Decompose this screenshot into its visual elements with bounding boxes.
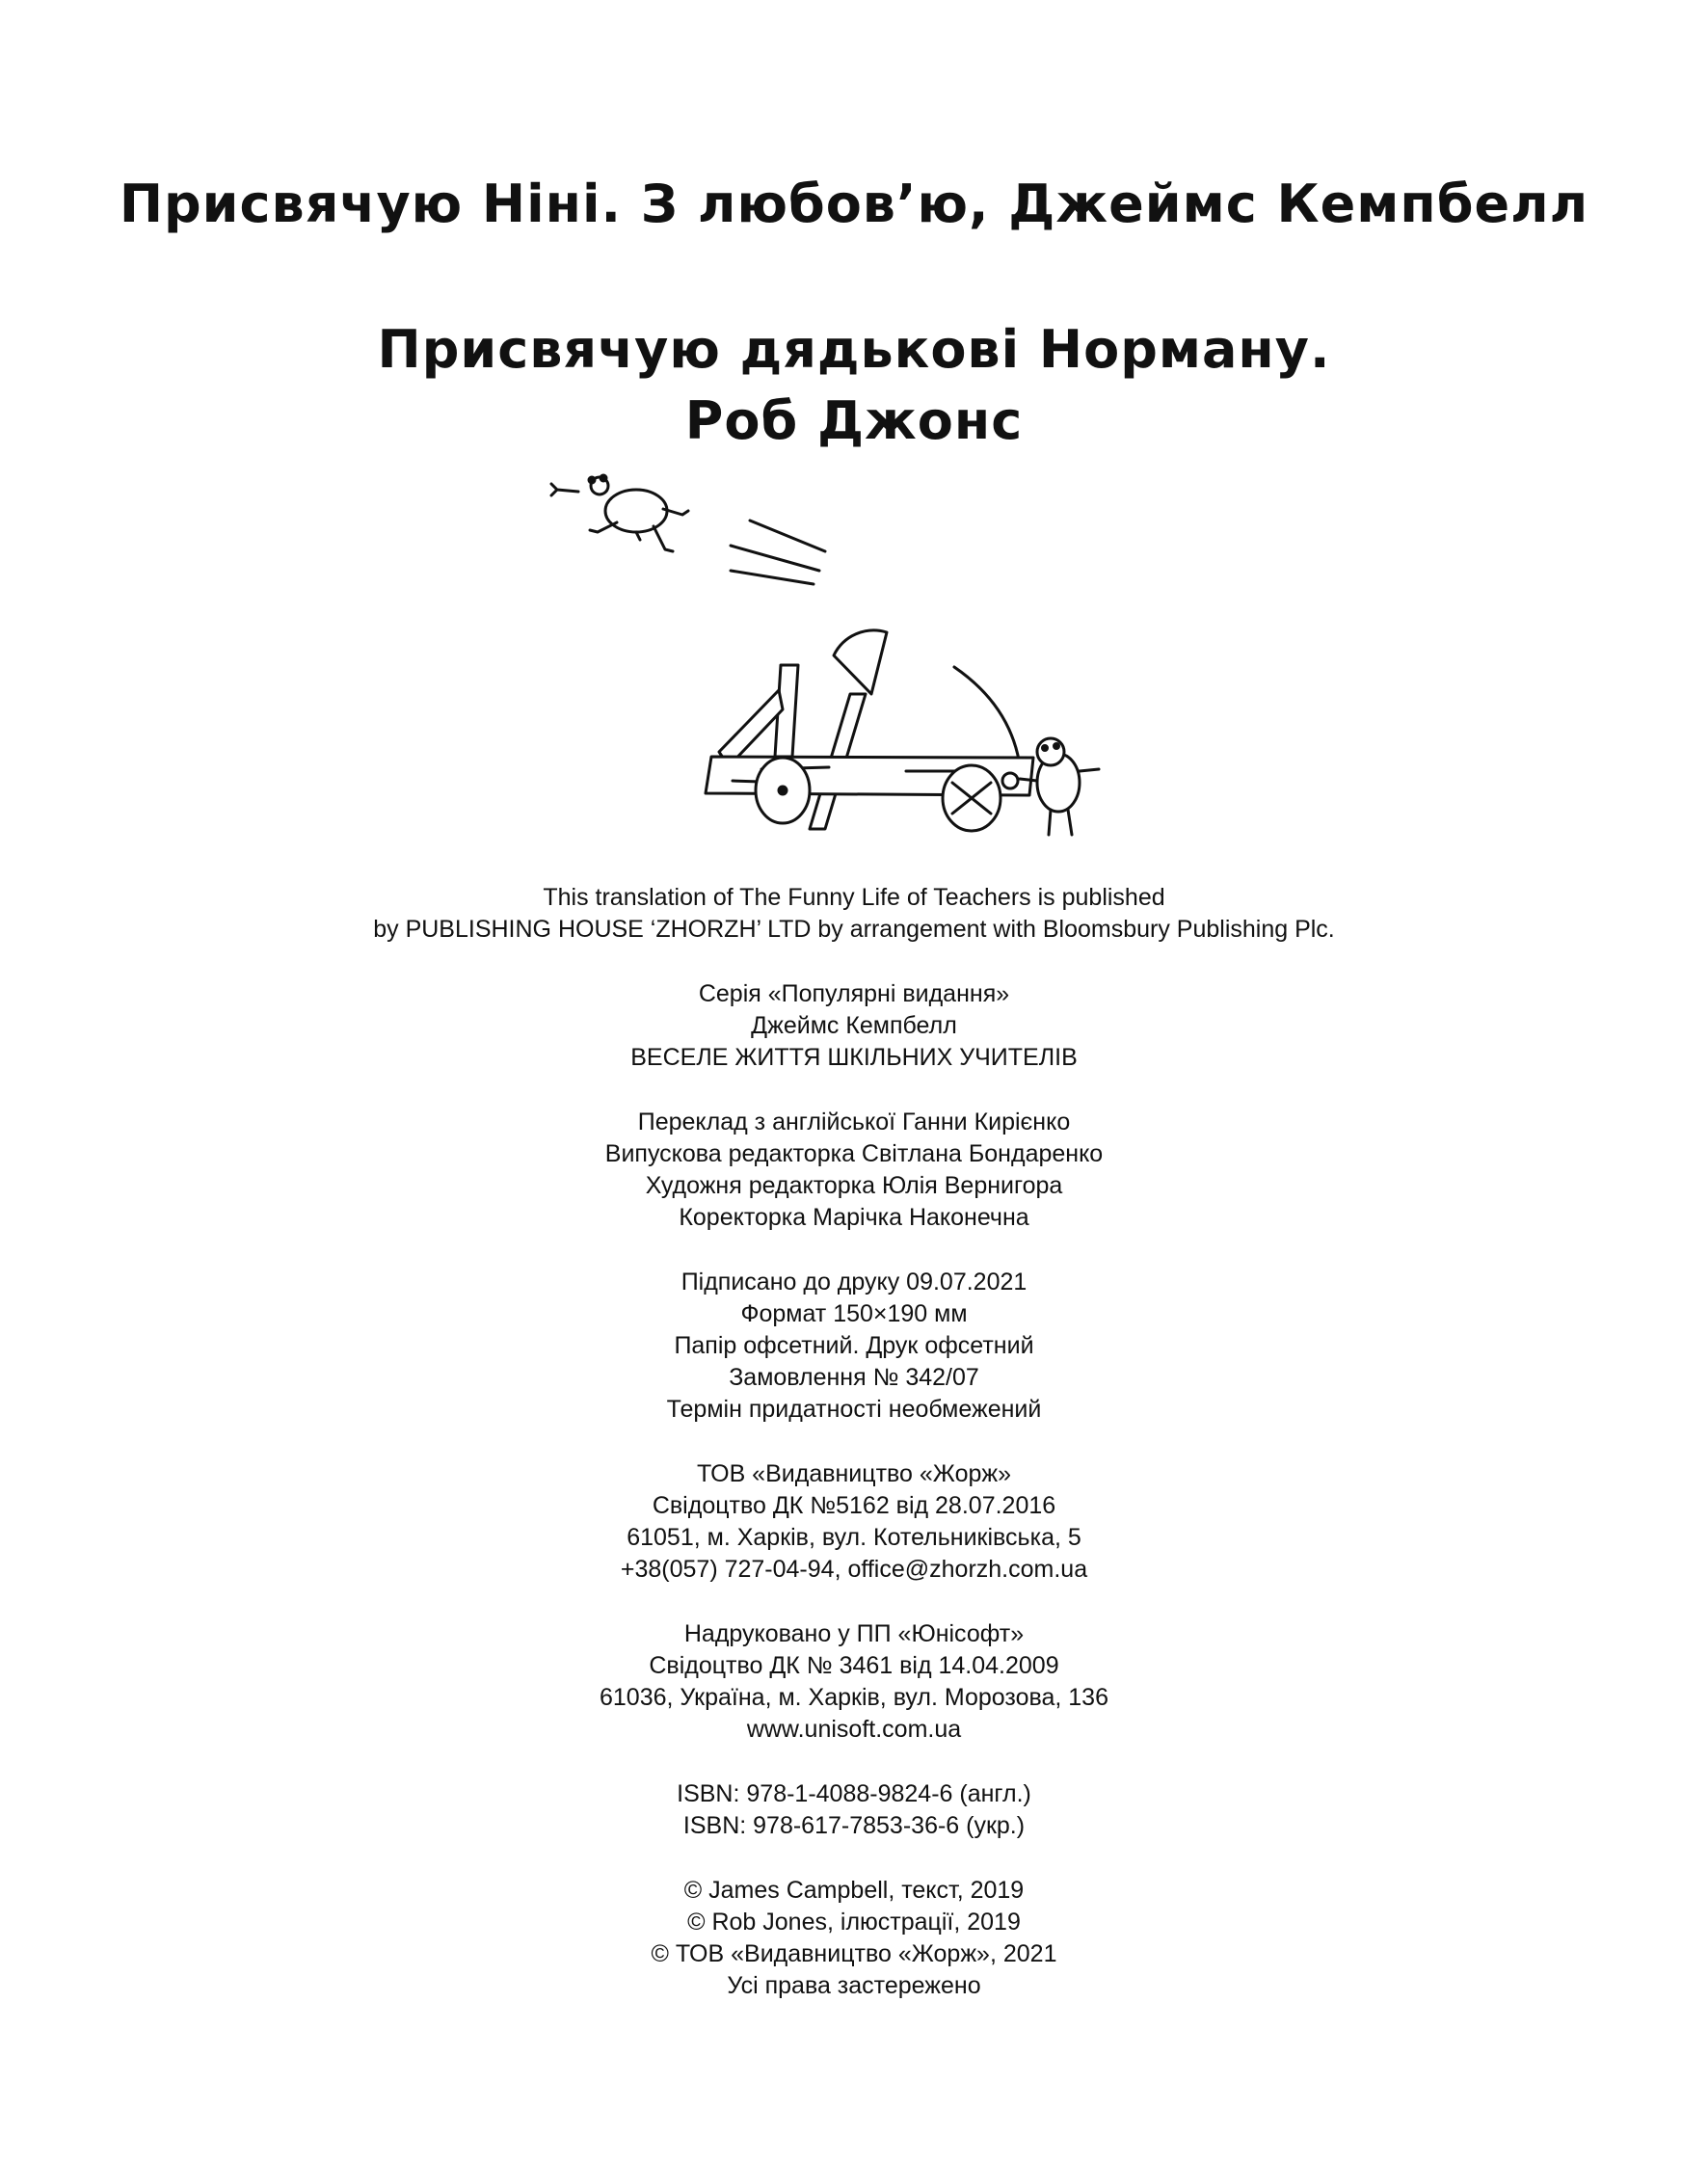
text-line: Надруковано у ПП «Юнісофт» (683, 1620, 1025, 1647)
book-title: ВЕСЕЛЕ ЖИТТЯ ШКІЛЬНИХ УЧИТЕЛІВ (630, 1044, 1078, 1071)
flying-sheep-icon (551, 475, 688, 551)
text-line: Свідоцтво ДК № 3461 від 14.04.2009 (649, 1652, 1059, 1679)
text-line: Джеймс Кемпбелл (751, 1012, 957, 1039)
text-line: © Rob Jones, ілюстрації, 2019 (687, 1909, 1021, 1936)
dedication-rob-jones-signature: Роб Джонс (684, 390, 1024, 451)
printer-info (0, 1618, 1708, 1746)
text-line: Термін придатності необмежений (666, 1396, 1042, 1423)
text-line: © ТОВ «Видавництво «Жорж», 2021 (651, 1940, 1057, 1967)
text-line: www.unisoft.com.ua (746, 1716, 962, 1743)
isbn-info (0, 1778, 1708, 1842)
isbn-line: ISBN: 978-617-7853-36-6 (укр.) (682, 1812, 1026, 1839)
text-line: This translation of The Funny Life of Teachers is published (543, 884, 1165, 911)
series-info (0, 978, 1708, 1074)
text-line: +38(057) 727-04-94, office@zhorzh.com.ua (620, 1556, 1088, 1583)
dedication-rob-jones: Присвячую дядькові Норману. (377, 319, 1331, 380)
text-line: by PUBLISHING HOUSE ‘ZHORZH’ LTD by arrangement with Bloomsbury Publishing Plc. (373, 916, 1335, 943)
catapult-icon (706, 630, 1033, 831)
text-line: Свідоцтво ДК №5162 від 28.07.2016 (652, 1492, 1056, 1519)
text-line: Папір офсетний. Друк офсетний (674, 1332, 1034, 1359)
dedication-james-campbell: Присвячую Ніні. З любов’ю, Джеймс Кемпбелл (119, 174, 1589, 234)
text-line: 61036, Україна, м. Харків, вул. Морозова, 136 (600, 1684, 1108, 1711)
text-line: Коректорка Марічка Наконечна (679, 1204, 1029, 1231)
catapult-sheep-illustration (540, 463, 1137, 848)
text-line: Підписано до друку 09.07.2021 (681, 1268, 1027, 1295)
isbn-line: ISBN: 978-1-4088-9824-6 (англ.) (677, 1780, 1031, 1807)
imprint-block (0, 882, 1708, 2002)
print-details (0, 1267, 1708, 1426)
text-line: Випускова редакторка Світлана Бондаренко (604, 1140, 1104, 1167)
text-line: Усі права застережено (727, 1972, 981, 1999)
publisher-info (0, 1458, 1708, 1586)
text-line: Переклад з англійської Ганни Кирієнко (637, 1108, 1071, 1135)
text-line: Художня редакторка Юлія Вернигора (645, 1172, 1063, 1199)
copyright-info (0, 1875, 1708, 2002)
text-line: Замовлення № 342/07 (729, 1364, 979, 1391)
text-line: Серія «Популярні видання» (698, 980, 1010, 1007)
text-line: Формат 150×190 мм (740, 1300, 968, 1327)
motion-lines-icon (731, 521, 825, 584)
text-line: © James Campbell, текст, 2019 (683, 1877, 1025, 1904)
credits (0, 1107, 1708, 1234)
text-line: ТОВ «Видавництво «Жорж» (696, 1460, 1012, 1487)
translation-note (0, 882, 1708, 946)
text-line: 61051, м. Харків, вул. Котельниківська, 5 (627, 1524, 1081, 1551)
